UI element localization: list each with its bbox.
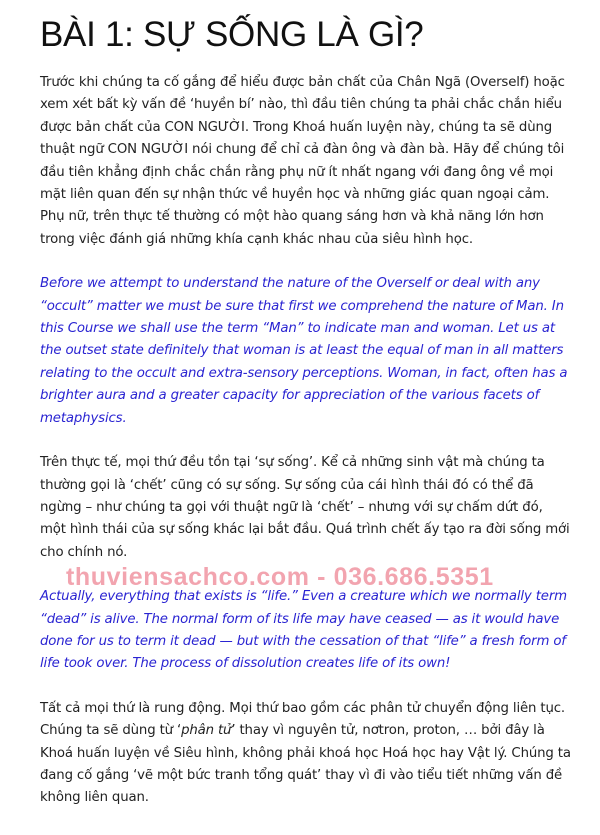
watermark-text: thuviensachco.com - 036.686.5351 xyxy=(66,563,494,591)
paragraph-vi-3-part2: ’ thay vì nguyên tử, nơtron, proton, … bởi đây là Khoá huấn luyện về Siêu hình, không phải khoá học Hoá học hay Vật lý. Chúng ta đang cố gắng ‘vẽ một bức tranh tổng quát’ thay vì đi vào tiểu tiết những vấn đề không liên quan. xyxy=(40,723,571,806)
paragraph-vi-3-italic-term: phân tử xyxy=(181,723,232,739)
paragraph-en-2: Actually, everything that exists is “life.” Even a creature which we normally term “dead” is alive. The normal form of its life may have ceased — as it would have done for us to term it dead — but with the cessation of that “life” a fresh form of life took over. The process of dissolution creates life of its own! xyxy=(40,589,567,672)
paragraph-en-1: Before we attempt to understand the nature of the Overself or deal with any “occult” matter we must be sure that first we comprehend the nature of Man. In this Course we shall use the term “Man” to indicate man and woman. Let us at the outset state definitely that woman is at least the equal of man in all matters relating to the occult and extra-sensory perceptions. Woman, in fact, often has a brighter aura and a greater capacity for appreciation of the various facets of metaphysics. xyxy=(40,276,568,426)
paragraph-vi-3-part1: Tất cả mọi thứ là rung động. Mọi thứ bao gồm các phân tử chuyển động liên tục. Chúng ta sẽ dùng từ ‘ xyxy=(40,700,565,739)
document-page xyxy=(40,14,572,832)
paragraph-vi-2: Trên thực tế, mọi thứ đều tồn tại ‘sự sống’. Kể cả những sinh vật mà chúng ta thường gọi là ‘chết’ cũng có sự sống. Sự sống của cái hình thái đó có thể đã ngừng – như chúng ta gọi với thuật ngữ là ‘chết’ – nhưng với sự chấm dứt đó, một hình thái của sự sống khác lại bắt đầu. Quá trình chết ấy tạo ra đời sống mới cho chính nó. xyxy=(40,455,570,560)
page-title: BÀI 1: SỰ SỐNG LÀ GÌ? xyxy=(40,15,424,54)
paragraph-vi-1: Trước khi chúng ta cố gắng để hiểu được bản chất của Chân Ngã (Overself) hoặc xem xét bất kỳ vấn đề ‘huyền bí’ nào, thì đầu tiên chúng ta phải chắc chắn hiểu được bản chất của CON NGƯỜI. Trong Khoá huấn luyện này, chúng ta sẽ dùng thuật ngữ CON NGƯỜI nói chung để chỉ cả đàn ông và đàn bà. Hãy để chúng tôi đầu tiên khẳng định chắc chắn rằng phụ nữ ít nhất ngang với đang ông về mọi mặt liên quan đến sự nhận thức về huyền học và những giác quan ngoại cảm. Phụ nữ, trên thực tế thường có một hào quang sáng hơn và khả năng lớn hơn trong việc đánh giá những khía cạnh khác nhau của siêu hình học. xyxy=(40,75,565,247)
paragraph-vi-3 xyxy=(40,698,572,810)
